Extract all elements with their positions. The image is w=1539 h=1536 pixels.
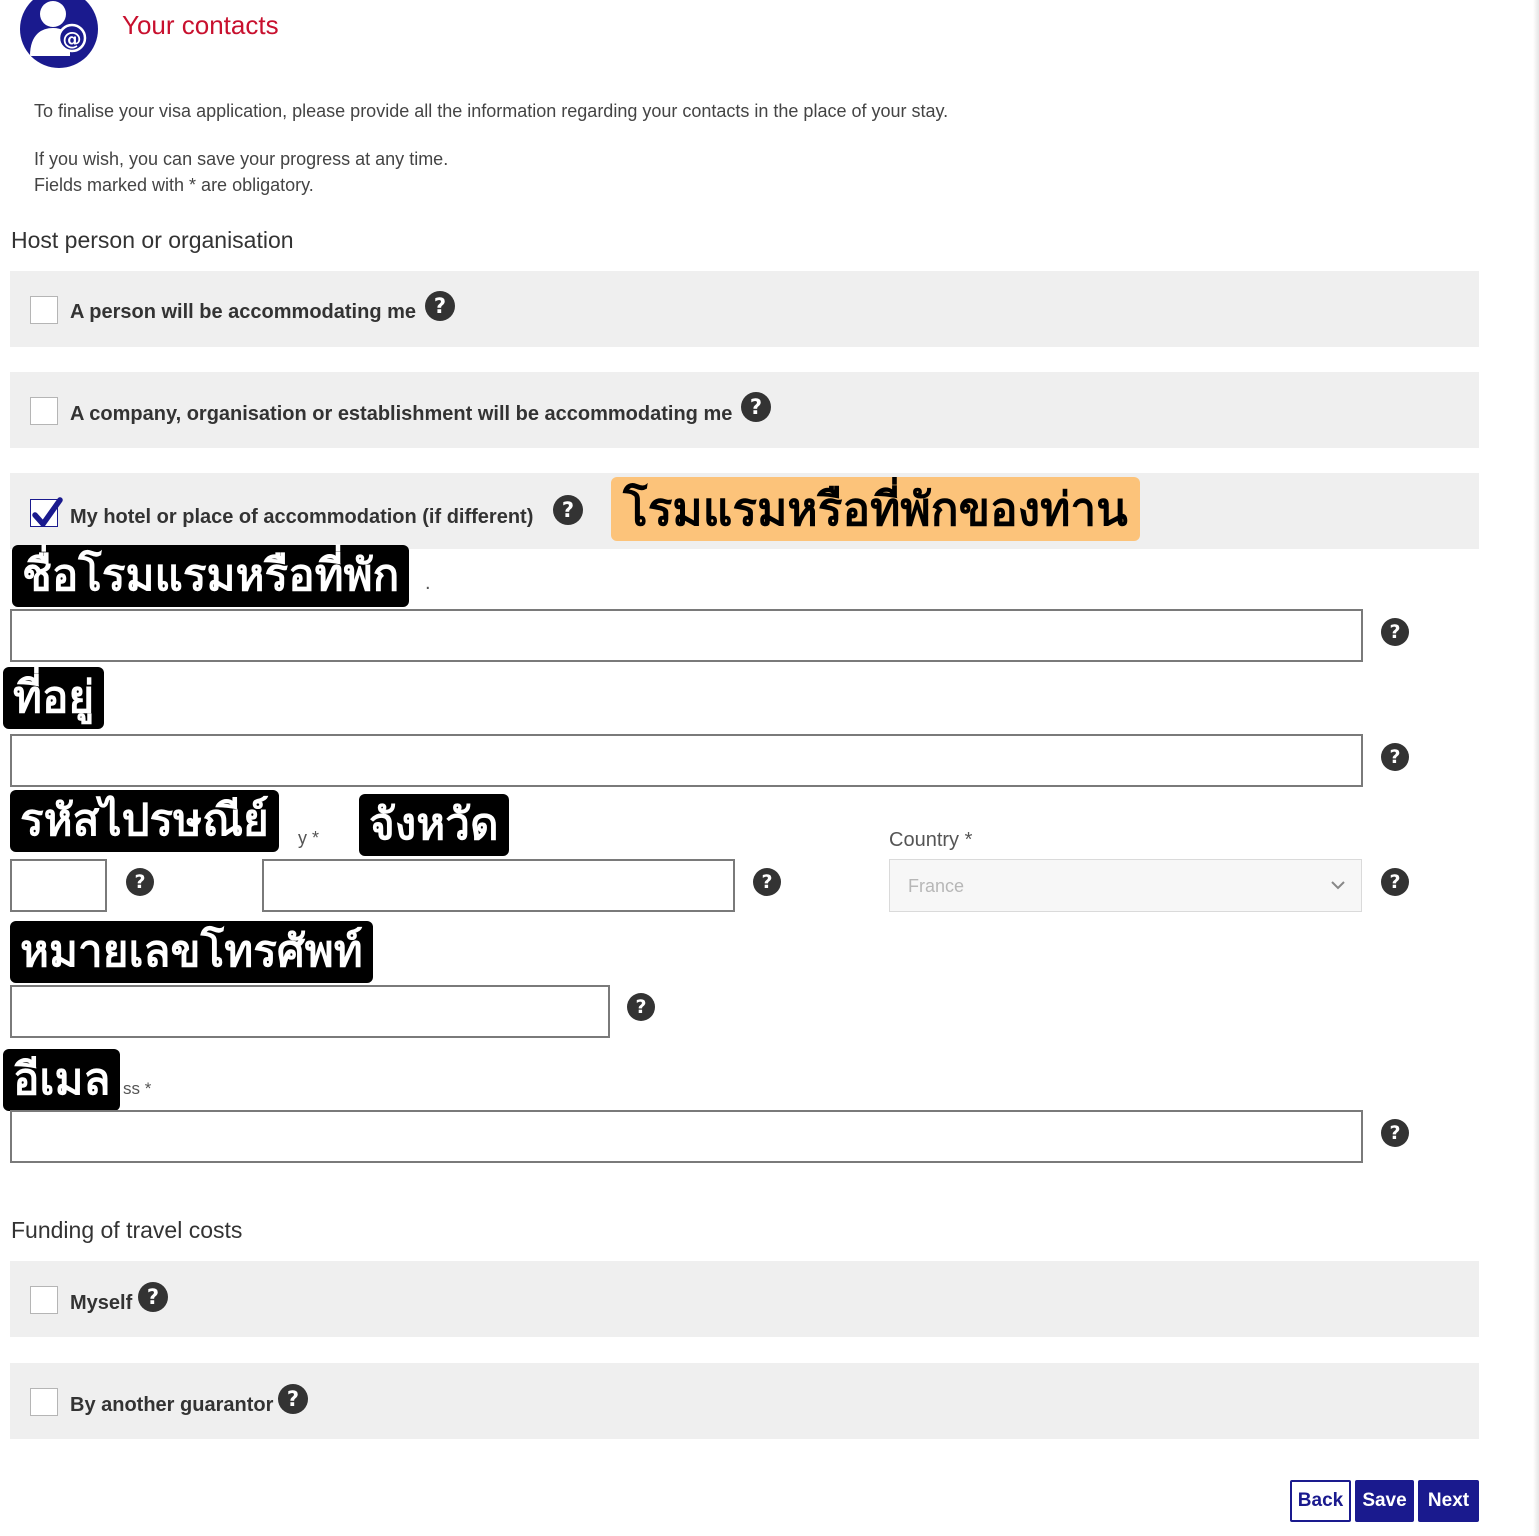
company-checkbox[interactable] <box>30 397 58 425</box>
next-button[interactable]: Next <box>1418 1480 1479 1522</box>
person-option-label: A person will be accommodating me <box>70 301 416 323</box>
address-input[interactable] <box>10 734 1363 787</box>
guarantor-option-label: By another guarantor <box>70 1394 274 1416</box>
accommodation-thai-tag: โรมแรมหรือที่พักของท่าน <box>611 477 1140 541</box>
obligatory-fields-note: Fields marked with * are obligatory. <box>34 175 314 195</box>
intro-text: To finalise your visa application, please provide all the information regarding your contacts in the place of your stay. <box>34 101 949 121</box>
question-mark-icon[interactable]: ? <box>1381 618 1409 646</box>
question-mark-icon[interactable]: ? <box>138 1282 168 1312</box>
country-selected-value: France <box>908 876 965 896</box>
name-thai-tag: ชื่อโรมแรมหรือที่พัก <box>12 545 409 607</box>
question-mark-icon[interactable]: ? <box>425 291 455 321</box>
question-mark-icon[interactable]: ? <box>627 993 655 1021</box>
question-mark-icon[interactable]: ? <box>1381 743 1409 771</box>
city-input[interactable] <box>262 859 735 912</box>
hotel-checkbox[interactable] <box>30 499 58 527</box>
province-thai-tag: จังหวัด <box>359 794 509 856</box>
email-input[interactable] <box>10 1110 1363 1163</box>
funding-option-myself[interactable] <box>10 1261 1479 1337</box>
question-mark-icon[interactable]: ? <box>1381 1119 1409 1147</box>
country-label: Country * <box>889 829 973 851</box>
email-thai-tag: อีเมล <box>3 1049 120 1111</box>
funding-option-guarantor[interactable] <box>10 1363 1479 1439</box>
question-mark-icon[interactable]: ? <box>278 1384 308 1414</box>
company-option-label: A company, organisation or establishment will be accommodating me <box>70 403 733 425</box>
checkmark-icon <box>30 496 64 530</box>
city-label-partial: y * <box>298 828 320 848</box>
contact-at-icon <box>20 0 98 68</box>
question-mark-icon[interactable]: ? <box>753 868 781 896</box>
myself-option-label: Myself <box>70 1292 133 1314</box>
person-checkbox[interactable] <box>30 296 58 324</box>
postcode-input[interactable] <box>10 859 107 912</box>
save-progress-text: If you wish, you can save your progress at any time. <box>34 149 449 169</box>
phone-thai-tag: หมายเลขโทรศัพท์ <box>10 921 373 983</box>
chevron-down-icon <box>1329 876 1347 894</box>
email-label-partial: ss * <box>123 1079 152 1098</box>
country-select[interactable] <box>889 859 1362 912</box>
host-option-company[interactable] <box>10 372 1479 448</box>
page-title: Your contacts <box>122 10 279 40</box>
hotel-option-label: My hotel or place of accommodation (if different) <box>70 506 534 528</box>
guarantor-checkbox[interactable] <box>30 1388 58 1416</box>
address-thai-tag: ที่อยู่ <box>3 667 104 729</box>
name-required-mark: . <box>425 572 431 594</box>
back-button[interactable]: Back <box>1290 1480 1351 1522</box>
question-mark-icon[interactable]: ? <box>741 392 771 422</box>
postcode-thai-tag: รหัสไปรษณีย์ <box>10 790 279 852</box>
hotel-name-input[interactable] <box>10 609 1363 662</box>
funding-section-title: Funding of travel costs <box>11 1217 243 1243</box>
page-edge-shadow <box>1533 0 1539 1536</box>
svg-text:@: @ <box>62 28 82 50</box>
question-mark-icon[interactable]: ? <box>1381 868 1409 896</box>
phone-input[interactable] <box>10 985 610 1038</box>
myself-checkbox[interactable] <box>30 1286 58 1314</box>
question-mark-icon[interactable]: ? <box>126 868 154 896</box>
host-option-person[interactable] <box>10 271 1479 347</box>
host-section-title: Host person or organisation <box>11 227 294 253</box>
question-mark-icon[interactable]: ? <box>553 495 583 525</box>
save-button[interactable]: Save <box>1355 1480 1414 1522</box>
